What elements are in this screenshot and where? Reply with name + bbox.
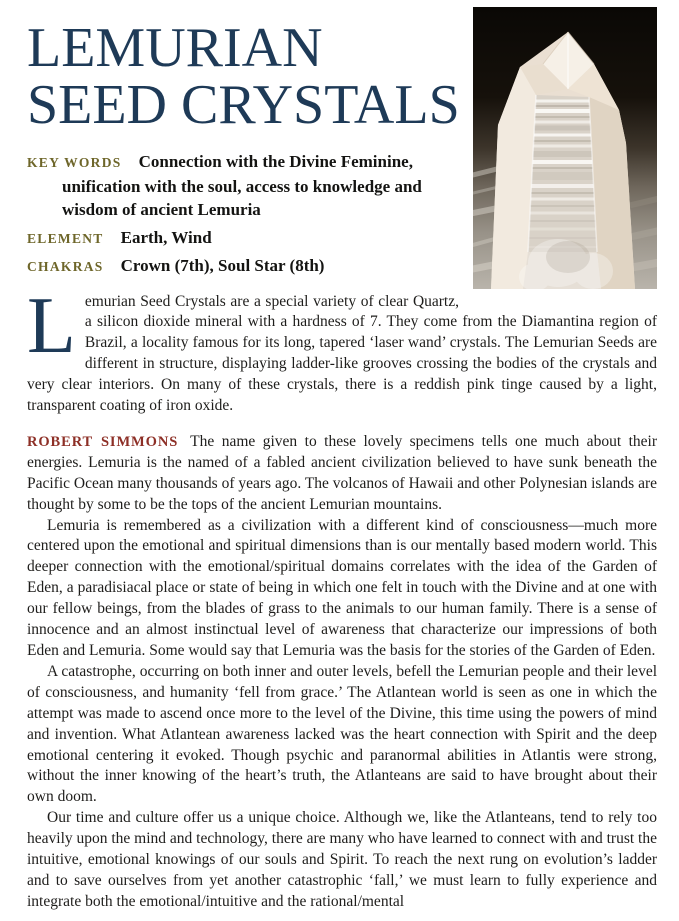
chakras-row — [27, 254, 459, 279]
page-title-line-1: LEMURIAN — [27, 17, 323, 79]
paragraph-1-text: The name given to these lovely specimens tells one much about their energies. Lemuria is the named of a fabled ancient civilization believed to have sunk beneath the Pacific Ocean many thousands of years ago. The volcanos of Hawaii and other Polynesian islands are thought by some to be the tops of the ancient Lemurian mountains. — [27, 432, 657, 513]
paragraph-2: Lemuria is remembered as a civilization with a different kind of consciousness—much more centered upon the emotional and spiritual dimensions than is our mentally based modern world. This deeper connection with the emotional/spiritual domains correlates with the idea of the Garden of Eden, a paradisiacal place or state of being in which one felt in touch with the Divine and at one with our fellow beings, from the blades of grass to the animals to our human family. There is a sense of innocence and an almost instinctual level of awareness that characterize our impressions of both Eden and Lemuria. Some would say that Lemuria was the basis for the stories of the Garden of Eden. — [27, 516, 657, 659]
keywords-row — [27, 150, 459, 222]
element-row — [27, 226, 459, 251]
page-title-line-2: SEED CRYSTALS — [27, 74, 460, 136]
drop-cap: L — [27, 281, 76, 370]
element-value: Earth, Wind — [120, 227, 212, 247]
intro-text: emurian Seed Crystals are a special variety of clear Quartz, a silicon dioxide mineral with a hardness of 7. They come from the Diamantina region of Brazil, a locality famous for its long, tapered ‘laser wand’ crystals. The Lemurian Seeds are different in structure, displaying ladder-like grooves crossing the bodies of the crystals and very clear interiors. On many of these crystals, there is a reddish pink tinge caused by a light, transparent coating of iron oxide. — [27, 292, 657, 415]
keywords-label: KEY WORDS — [27, 155, 122, 170]
attributes-block — [27, 150, 459, 279]
paragraph-4: Our time and culture offer us a unique choice. Although we, like the Atlanteans, tend to rely too heavily upon the mind and technology, there are many who have learned to connect with and trust the intuitive, emotional knowings of our souls and Spirit. To reach the next rung on evolution’s ladder and to save ourselves from yet another catastrophic ‘fall,’ we must learn to fully experience and integrate both the emotional/intuitive and the rational/mental — [27, 809, 657, 910]
author-label: ROBERT SIMMONS — [27, 433, 179, 450]
paragraph-3: A catastrophe, occurring on both inner and outer levels, befell the Lemurian people and their level of consciousness, and humanity ‘fell from grace.’ The Atlantean world is seen as one in which the attempt was made to ascend once more to the level of the Divine, this time using the powers of mind and invention. What Atlantean awareness lacked was the heart connection with Spirit and the deep emotional centering it evoked. Though psychic and paranormal abilities in Atlantis were strong, without the inner knowing of the heart’s truth, the Atlanteans are said to have brought about their own doom. — [27, 662, 657, 806]
chakras-label: CHAKRAS — [27, 259, 104, 274]
commentary-section — [27, 432, 657, 913]
keywords-value: Connection with the Divine Feminine, unification with the soul, access to knowledge and wisdom of ancient Lemuria — [62, 152, 422, 219]
chakras-value: Crown (7th), Soul Star (8th) — [120, 256, 325, 275]
element-label: ELEMENT — [27, 230, 104, 246]
intro-paragraph — [27, 281, 657, 417]
crystal-photo — [473, 7, 657, 289]
paragraph-1 — [27, 432, 657, 516]
